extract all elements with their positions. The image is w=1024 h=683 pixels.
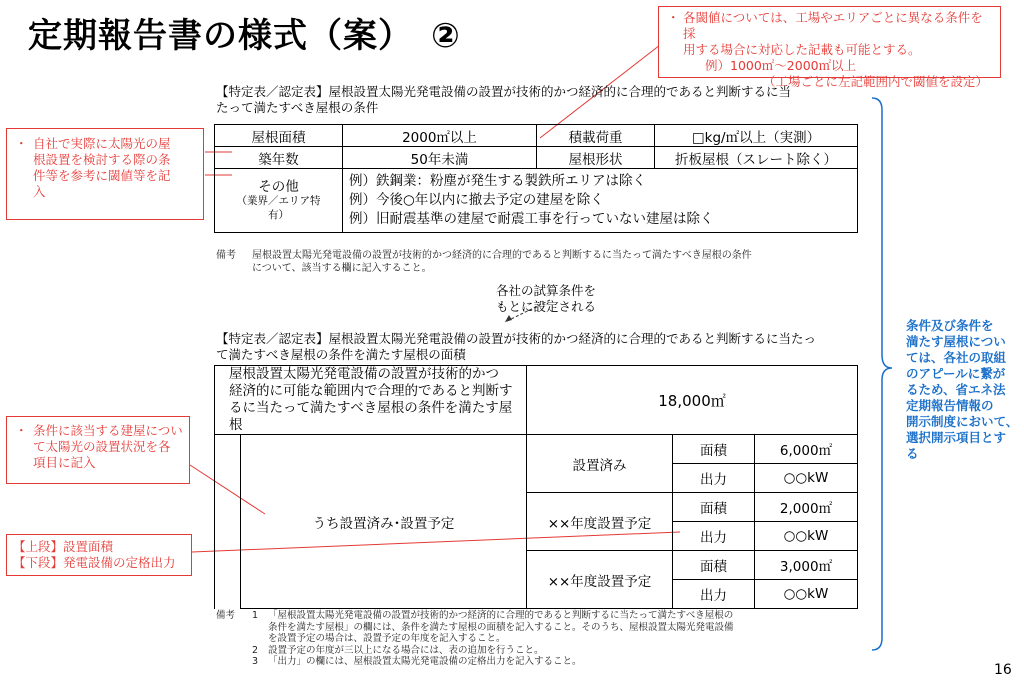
cell-label: 屋根面積 xyxy=(215,125,343,147)
head-line: るに当たって満たすべき屋根の条件を満たす屋根 xyxy=(229,400,513,433)
disclosure-line: 条件及び条件を xyxy=(906,318,994,333)
cell-area-label: 面積 xyxy=(673,551,755,580)
mid-note-line: 各社の試算条件を xyxy=(496,283,597,298)
note-bullet: ・ xyxy=(15,423,28,438)
note-upper-lower xyxy=(6,534,192,576)
disclosure-line: る xyxy=(906,446,919,461)
cell-label: 築年数 xyxy=(215,147,343,169)
remark2 xyxy=(216,610,734,668)
cell-area: 6,000㎡ xyxy=(755,435,858,464)
roof-conditions-table xyxy=(214,124,858,233)
disclosure-line: のアピールに繋が xyxy=(906,366,1006,381)
note-installation-status xyxy=(6,416,190,484)
cell-group: ××年度設置予定 xyxy=(527,551,673,609)
cell-area-label: 面積 xyxy=(673,435,755,464)
remark-line: 設置予定の年度が三以上になる場合には、表の追加を行うこと。 xyxy=(268,644,544,656)
cell-other-items xyxy=(343,169,858,233)
note-line: 件等を参考に閾値等を記 xyxy=(33,168,171,183)
cell-area: 3,000㎡ xyxy=(755,551,858,580)
cell-head-value: 18,000㎡ xyxy=(527,366,858,435)
note-line: 根設置を検討する際の条 xyxy=(33,152,171,167)
cell-out: ○○kW xyxy=(755,522,858,551)
remark-line: 屋根設置太陽光発電設備の設置が技術的かつ経済的に合理的であると判断するに当たって満たすべき屋根の条件 xyxy=(252,250,752,261)
note-line: 各閾値については、工場やエリアごとに異なる条件を採 xyxy=(683,10,983,41)
caption-line: たって満たすべき屋根の条件 xyxy=(216,100,379,115)
right-brace xyxy=(872,98,892,650)
cell-other-label xyxy=(215,169,343,233)
disclosure-line: 開示制度において、 xyxy=(906,414,1019,429)
disclosure-line: 満たす屋根につい xyxy=(906,334,1006,349)
cell-label: 屋根形状 xyxy=(537,147,655,169)
note-line: て太陽光の設置状況を各 xyxy=(33,439,171,454)
note-line: 例）1000㎡～2000㎡以上 xyxy=(705,58,857,73)
note-line: 【上段】設置面積 xyxy=(13,539,114,554)
cell-out-label: 出力 xyxy=(673,464,755,493)
remark-num: 1 xyxy=(252,610,259,621)
other-sub: 有） xyxy=(268,208,289,221)
roof-area-table xyxy=(214,365,858,609)
other-item: 例）鉄鋼業：粉塵が発生する製鉄所エリアは除く xyxy=(349,173,646,189)
cell-area: 2,000㎡ xyxy=(755,493,858,522)
note-self-study xyxy=(6,128,204,220)
disclosure-line: 選択開示項目とす xyxy=(906,430,1007,445)
note-line: 条件に該当する建屋につい xyxy=(33,423,183,438)
caption-line: 【特定表／認定表】屋根設置太陽光発電設備の設置が技術的かつ経済的に合理的であると判断するに当 xyxy=(216,84,792,99)
disclosure-line: 定期報告情報の xyxy=(906,398,994,413)
remark-line: 条件を満たす屋根」の欄には、条件を満たす屋根の面積を記入すること。そのうち、屋根設置太陽光発電設備 xyxy=(268,621,734,633)
other-item: 例）今後○年以内に撤去予定の建屋を除く xyxy=(349,192,604,208)
page-title: 定期報告書の様式（案） ② xyxy=(28,16,461,56)
table-row xyxy=(215,435,858,464)
cell-head xyxy=(215,366,527,435)
table-row xyxy=(215,169,858,233)
other-label: その他 xyxy=(258,178,299,195)
cell-group: ××年度設置予定 xyxy=(527,493,673,551)
note-line: 用する場合に対応した記載も可能とする。 xyxy=(683,42,921,57)
mid-note xyxy=(496,283,596,315)
remark-line: 「屋根設置太陽光発電設備の設置が技術的かつ経済的に合理的であると判断するに当たって満たすべき屋根の xyxy=(268,610,734,621)
note-thresholds xyxy=(658,6,1001,89)
note-bullet: ・ xyxy=(667,10,680,25)
other-sub: （業界／エリア特 xyxy=(236,194,321,207)
caption-line: 【特定表／認定表】屋根設置太陽光発電設備の設置が技術的かつ経済的に合理的であると判断するに当たっ xyxy=(216,331,817,346)
remark-num: 2 xyxy=(252,644,259,656)
caption-line: て満たすべき屋根の条件を満たす屋根の面積 xyxy=(216,347,466,362)
table1-caption xyxy=(216,84,791,116)
note-line: 【下段】発電設備の定格出力 xyxy=(13,555,176,570)
cell-value: □kg/㎡以上（実測） xyxy=(655,125,858,147)
cell-out-label: 出力 xyxy=(673,580,755,609)
other-item: 例）旧耐震基準の建屋で耐震工事を行っていない建屋は除く xyxy=(349,211,714,227)
head-line: 屋根設置太陽光発電設備の設置が技術的かつ xyxy=(229,366,499,382)
cell-value: 折板屋根（スレート除く） xyxy=(655,147,858,169)
note-line: 入 xyxy=(33,184,46,199)
table2-caption xyxy=(216,331,816,363)
cell-value: 2000㎡以上 xyxy=(343,125,537,147)
disclosure-line: ては、各社の取組 xyxy=(906,350,1007,365)
remark-line: を設置予定の場合は、設置予定の年度を記入すること。 xyxy=(268,633,506,644)
note-line: 自社で実際に太陽光の屋 xyxy=(33,136,171,151)
cell-out: ○○kW xyxy=(755,580,858,609)
arrow-head xyxy=(505,315,512,322)
table-row xyxy=(215,125,858,147)
remark-line: 「出力」の欄には、屋根設置太陽光発電設備の定格出力を記入すること。 xyxy=(268,656,582,667)
cell-out: ○○kW xyxy=(755,464,858,493)
note-bullet: ・ xyxy=(15,136,28,151)
cell-value: 50年未満 xyxy=(343,147,537,169)
disclosure-note xyxy=(906,318,1022,462)
remark1 xyxy=(216,249,752,275)
table-row xyxy=(215,147,858,169)
cell-label: 積載荷重 xyxy=(537,125,655,147)
cell-sub-label: うち設置済み･設置予定 xyxy=(241,435,527,609)
page-number: 16 xyxy=(994,662,1012,678)
remark-num: 3 xyxy=(252,656,259,667)
cell-out-label: 出力 xyxy=(673,522,755,551)
remark-label: 備考 xyxy=(216,610,236,621)
remark-label: 備考 xyxy=(216,250,236,261)
table-row xyxy=(215,366,858,435)
cell-group: 設置済み xyxy=(527,435,673,493)
mid-note-line: もとに設定される xyxy=(496,299,597,314)
note-line: 項目に記入 xyxy=(33,455,96,470)
cell-area-label: 面積 xyxy=(673,493,755,522)
cell-indent xyxy=(215,435,241,609)
note-line: （工場ごとに左記範囲内で閾値を設定） xyxy=(763,74,989,89)
remark-line: について、該当する欄に記入すること。 xyxy=(252,263,432,274)
head-line: 経済的に可能な範囲内で合理的であると判断す xyxy=(229,383,513,399)
disclosure-line: るため、省エネ法 xyxy=(906,382,1006,397)
